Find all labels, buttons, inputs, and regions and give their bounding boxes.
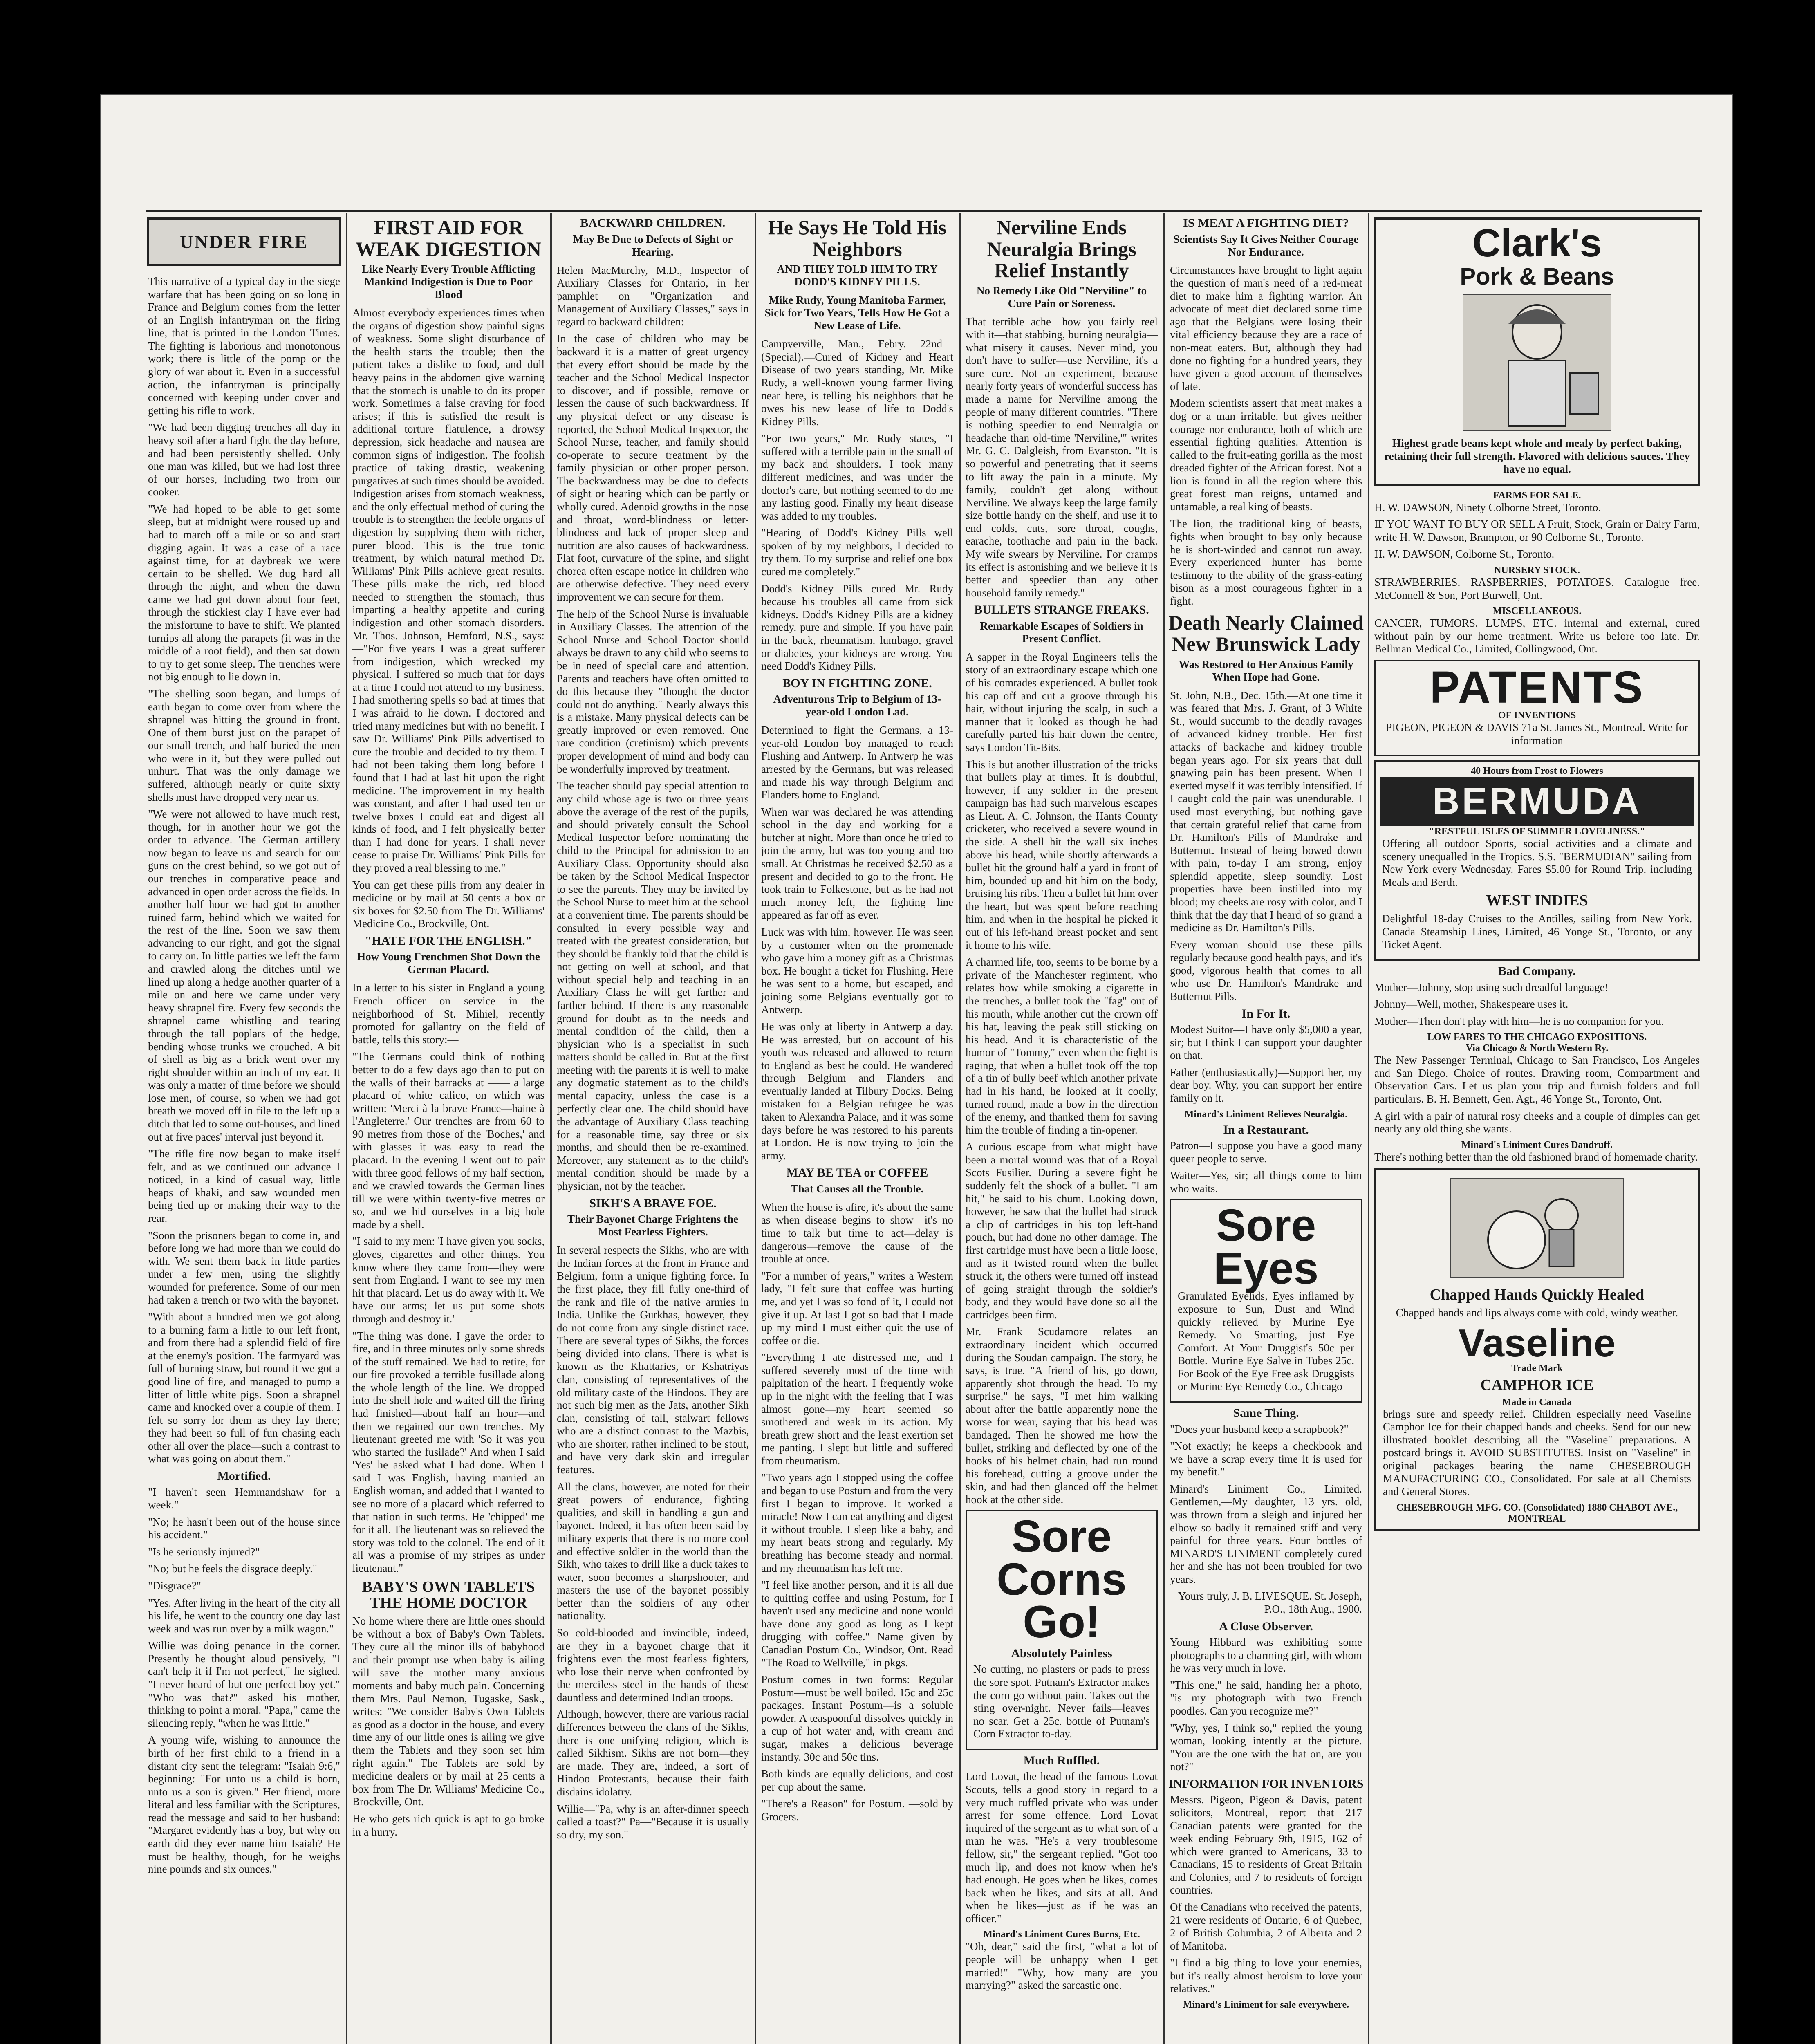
paragraph: He who gets rich quick is apt to go broke in a hurry. <box>352 1812 544 1838</box>
paragraph: Almost everybody experiences times when the organs of digestion show painful signs of weakness. Some slight disturbance of the health starts the trouble; then the patient takes a dislike to food, and dull heavy pains in the abdomen give warning that the stomach is unable to do its proper work. Sometimes a false craving for food arises; if this is satisfied the result is additional torture—flatulence, a drowsy depression, sick headache and nausea are common signs of indigestion. The foolish practice of taking drastic, weakening purgatives at such times should be avoided. Indigestion arises from stomach weakness, and the only effectual method of curing the trouble is to strengthen the feeble organs of digestion by supplying them with richer, purer blood. This is the true tonic treatment, by which natural method Dr. Williams' Pink Pills achieve great results. These pills make the rich, red blood needed to strengthen the stomach, thus imparting a healthy appetite and curing indigestion and other stomach disorders. Mr. Thos. Johnson, Hemford, N.S., says:—"For five years I was a great sufferer from indigestion, which wrecked my physical. I suffered so much that for days at a time I could not attend to my business. I had smothering spells so bad at times that I was afraid to lie down. I doctored and tried many medicines but with no benefit. I saw Dr. Williams' Pink Pills advertised to cure the trouble and decided to try them. I had not been taking them long before I found that I had at last hit upon the right medicine. The improvement in my health was constant, and after I had used ten or twelve boxes I could eat and digest all kinds of food, and I felt physically better than I had done for years. I shall never cease to praise Dr. Williams' Pink Pills for they proved a real blessing to me." <box>352 307 544 874</box>
ad-body: Granulated Eyelids, Eyes inflamed by exposure to Sun, Dust and Wind quickly relieved by Murine Eye Remedy. No Smarting, just Eye Comfort. At Your Druggist's 50c per Bottle. Murine Eye Salve in Tubes 25c. For Book of the Eye Free ask Druggists or Murine Eye Remedy Co., Chicago <box>1178 1290 1354 1393</box>
made-in-label: Made in Canada <box>1502 1396 1572 1407</box>
paragraph: "For a number of years," writes a Western lady, "I felt sure that coffee was hurting me, and yet I was so fond of it, I could not give it up. At last I got so bad that I made up my mind I must either quit the use of coffee or die. <box>761 1269 953 1347</box>
paragraph: A curious escape from what might have been a mortal wound was that of a Royal Scots Fusilier. During a severe fight he suddenly felt the shock of a bullet. "I am hit," he said to his chum. Looking down, however, he saw that the bullet had struck a clip of cartridges in his top left-hand pouch, but had done no other damage. The first cartridge must have been a little loose, and as it twisted round when the bullet struck it, the others were turned off instead of going straight through the soldier's body, and they would have done so all the cartridges been firm. <box>966 1141 1158 1321</box>
paragraph: Patron—I suppose you have a good many queer people to serve. <box>1170 1139 1362 1165</box>
ad-headline: Sore Eyes <box>1213 1200 1319 1293</box>
paragraph: "This one," he said, handing her a photo, "is my photograph with two French poodles. Can you recognize me?" <box>1170 1679 1362 1717</box>
ad-company: CHESEBROUGH MFG. CO. (Consolidated) 1880 CHABOT AVE., MONTREAL <box>1396 1502 1678 1524</box>
paragraph: When the house is afire, it's about the same as when disease begins to show—it's no time to talk but time to act—delay is dangerous—remove the cause of the trouble at once. <box>761 1201 953 1265</box>
column-6 <box>1167 213 1365 2044</box>
trade-mark-label: Trade Mark <box>1511 1363 1563 1374</box>
subheadline: Remarkable Escapes of Soldiers in Present Conflict. <box>980 619 1143 645</box>
paragraph: Willie was doing penance in the corner. Presently he thought aloud pensively, "I can't help it if I'm not perfect," he sighed. "I never heard of but one perfect boy yet." "Who was that?" asked his mother, thinking to point a moral. "Papa," came the silencing reply, "when he was little." <box>148 1639 340 1729</box>
ad-brand: Vaseline <box>1458 1321 1616 1365</box>
classified-item: H. W. DAWSON, Colborne St., Toronto. <box>1374 548 1555 560</box>
ad-headline: PATENTS <box>1430 662 1645 713</box>
paragraph: "Oh, dear," said the first, "what a lot of people will be unhappy when I get married!" "Why, how many are you marrying?" asked the sarcastic one. <box>966 1940 1158 1992</box>
column-rule <box>755 213 756 2044</box>
paragraph: "We had been digging trenches all day in heavy soil after a hard fight the day before, and had been persistently shelled. Only one man was killed, but we had lost three of our horses, including two from our cooker. <box>148 421 340 498</box>
murine-eye-ad <box>1170 1199 1362 1403</box>
column-2 <box>350 213 547 2044</box>
ad-subheadline: OF INVENTIONS <box>1498 710 1576 721</box>
headline: BACKWARD CHILDREN. <box>580 216 726 230</box>
paragraph: "We were not allowed to have much rest, though, for in another hour we got the order to advance. The German artillery now began to leave us and search for our guns on the crest behind, so we got out of our trenches in comparative peace and advanced in open order across the fields. In another half hour we had got to another ruined farm, behind which we waited for the rest of the line. Soon we saw them advancing to our right, and got the signal to carry on. In little parties we left the farm and crawled along the ditches until we lined up along a hedge another quarter of a mile on and here we came under very heavy shrapnel fire. Every few seconds the shrapnel came whistling and tearing through the tall poplars of the hedge, bending whose trunks we crouched. A bit of shell as big as a brick went over my right shoulder within an inch of my ear. It was only a matter of time before we should lose men, of course, so when we had got breath we moved off in file to the left up a ditch that led to some out-houses, and lined out at five paces' interval just beyond it. <box>148 808 340 1143</box>
liniment-line: Minard's Liniment for sale everywhere. <box>1183 1999 1349 2010</box>
paragraph: "The thing was done. I gave the order to fire, and in three minutes only some shreds of the stuff remained. We had to retire, for our fire provoked a terrible fusillade along the whole length of the line. We dropped into the shell hole and waited till the firing had finished—about half an hour—and then we regained our own trenches. My lieutenant greeted me with 'So it was you who started the fusilade?' And when I said 'Yes' he asked what I had done. When I said I was English, having married an English woman, and added that I wanted to see no more of a placard which referred to that nation in such terms. He 'chipped' me for it all. The lieutenant was so relieved the story was told to the colonel. The end of it all was a promise of my stripes as under lieutenant." <box>352 1329 544 1574</box>
paragraph: "I said to my men: 'I have given you socks, gloves, cigarettes and other things. You know where they came from—they were sent from England. I want to see my men hit that placard. Let us do away with it. We have our arms; let us put some shots through and destroy it.' <box>352 1235 544 1325</box>
paragraph: Johnny—Well, mother, Shakespeare uses it. <box>1374 998 1569 1011</box>
paragraph: The teacher should pay special attention to any child whose age is two or three years above the average of the rest of the pupils, and should privately consult the School Medical Inspector before nominating the child to the Principal for admission to an Auxiliary Class. Opportunity should also be taken by the School Medical Inspector to see the parents. They may be invited by the School Nurse to meet him at the school at a convenient time. The parents should be consulted in every possible way and treated with the greatest consideration, but they should be frankly told that the child is not getting on well at school, and that without special help and teaching in an Auxiliary Class he will get farther and farther behind. If there is any reasonable ground for doubt as to the needs and mental condition of the child, then a physician who is a specialist in such matters should be called in. But at the first meeting with the parents it is well to make any dogmatic statement as to the child's mental capacity, unless the case is a perfectly clear one. The child should have the advantage of Auxiliary Class teaching for a reasonable time, say three or six months, and should then be re-examined. Moreover, any statement as to the child's mental condition should be made by a physician, not by the teacher. <box>557 780 749 1192</box>
liniment-line: Minard's Liniment Cures Burns, Etc. <box>983 1929 1140 1940</box>
paragraph: "No; he hasn't been out of the house since his accident." <box>148 1515 340 1541</box>
paragraph: "I find a big thing to love your enemies, but it's really almost heroism to love your relatives." <box>1170 1957 1362 1995</box>
subheading: Mortified. <box>217 1469 271 1483</box>
under-fire-heading: UNDER FIRE <box>147 217 341 266</box>
column-rule <box>346 213 347 2044</box>
ad-product: CAMPHOR ICE <box>1480 1376 1594 1394</box>
headline: He Says He Told His Neighbors <box>768 216 947 260</box>
child-snow-illustration <box>1450 1178 1624 1278</box>
headline: MAY BE TEA or COFFEE <box>786 1166 928 1180</box>
column-rule <box>550 213 552 2044</box>
paragraph: "Not exactly; he keeps a checkbook and we have a scrap every time it is used for my benefit." <box>1170 1440 1362 1478</box>
subheadline: AND THEY TOLD HIM TO TRY DODD'S KIDNEY PILLS. <box>777 263 938 288</box>
paragraph: Young Hibbard was exhibiting some photographs to a charming girl, with whom he was very much in love. <box>1170 1636 1362 1674</box>
ad-body: Highest grade beans kept whole and mealy by perfect baking, retaining their full strength. Flavored with delicious sauces. They have no equal. <box>1384 437 1690 475</box>
paragraph: "For two years," Mr. Rudy states, "I suffered with a terrible pain in the small of my back and shoulders. I took many different medicines, and was under the doctor's care, but nothing seemed to do me any lasting good. Finally my heart disease was added to my troubles. <box>761 432 953 522</box>
paragraph: "Two years ago I stopped using the coffee and began to use Postum and from the very first I began to improve. It worked a miracle! Now I can eat anything and digest it without trouble. I sleep like a baby, and my heart beats strong and regularly. My breathing has become steady and normal, and my rheumatism has left me. <box>761 1471 953 1574</box>
paragraph: "There's a Reason" for Postum. —sold by Grocers. <box>761 1797 953 1823</box>
paragraph: He was only at liberty in Antwerp a day. He was arrested, but on account of his youth was released and allowed to return to England as best he could. He wandered through Belgium and Flanders and eventually landed at Tilbury Docks. Being mistaken for a Belgian refugee he was taken to Alexandra Palace, and it was some days before he was restored to his parents at London. He is now trying to join the army. <box>761 1020 953 1162</box>
paragraph: The lion, the traditional king of beasts, fights when brought to bay only because he is short-winded and cannot run away. Every experienced hunter has borne testimony to the ability of the grass-eating bison as a most courageous fighter in a fight. <box>1170 517 1362 607</box>
paragraph: Mr. Frank Scudamore relates an extraordinary incident which occurred during the Soudan campaign. The story, he says, is true. "A friend of his, go down, apparently shot through the head. To my surprise," he says, "I met him walking about after the battle apparently none the worse for wear, saying that his head was bandaged. Then he showed me how the bullet, striking and deflected by one of the hooks of his helmet chain, had run round his forehead, cutting a groove under the skin, and had then glanced off the helmet hook at the other side. <box>966 1325 1158 1506</box>
paragraph: A charmed life, too, seems to be borne by a private of the Manchester regiment, who relates how while smoking a cigarette in the trenches, a bullet took the "fag" out of his mouth, while another cut the crown off his hat, leaving the peak still sticking on his head. And it is characteristic of the humor of "Tommy," even when the fight is raging, that when a bullet took off the top of a tin of bully beef which another private had in his hand, he looked at it coolly, turned round, made a bow in the direction of the enemy, and thanked them for saving him the trouble of finding a tin-opener. <box>966 956 1158 1136</box>
patents-ad <box>1374 660 1700 756</box>
headline: INFORMATION FOR INVENTORS <box>1168 1777 1364 1791</box>
subheadline: How Young Frenchmen Shot Down the German Placard. <box>357 950 540 976</box>
ad-brand: Clark's <box>1472 221 1602 265</box>
paragraph: "I feel like another person, and it is all due to quitting coffee and using Postum, for I haven't used any medicine and none would have done any good as long as I kept drugging with coffee." Name given by Canadian Postum Co., Windsor, Ont. Read "The Road to Wellville," in pkgs. <box>761 1579 953 1669</box>
paragraph: "The Germans could think of nothing better to do a few days ago than to put on the walls of their barracks at —— a large placard of white calico, on which was written: 'Merci à la brave France—haine à l'Angleterre.' Our trenches are from 60 to 90 metres from those of the 'Boches,' and with glasses it was easy to read the placard. In the evening I went out to pair with three good fellows of my half section, and we crawled towards the German lines till we were within twenty-five metres or so, and we hid ourselves in a big hole made by a shell. <box>352 1050 544 1230</box>
paragraph: The help of the School Nurse is invaluable in Auxiliary Classes. The attention of the School Nurse and School Doctor should always be drawn to any child who seems to be in need of special care and attention. Parents and teachers have often omitted to do this because they "thought the doctor could not do anything." Nearly always this is a mistake. Many physical defects can be greatly improved or even removed. One rare condition (cretinism) which prevents proper development of mind and body can be wonderfully improved by treatment. <box>557 607 749 775</box>
headline: Much Ruffled. <box>1023 1753 1100 1767</box>
headline: In For It. <box>1241 1006 1291 1020</box>
clarks-pork-beans-ad <box>1374 217 1700 486</box>
headline: "HATE FOR THE ENGLISH." <box>365 934 532 948</box>
ad-product: Pork & Beans <box>1460 263 1614 290</box>
paragraph: Both kinds are equally delicious, and cost per cup about the same. <box>761 1768 953 1793</box>
headline: IS MEAT A FIGHTING DIET? <box>1183 216 1349 230</box>
paragraph: A sapper in the Royal Engineers tells the story of an extraordinary escape which one of his comrades experienced. A bullet took his cap off and cut a groove through his hair, without injuring the scalp, in such a manner that it looked as though he had carefully parted his hair down the centre, says London Tit-Bits. <box>966 650 1158 753</box>
ad-subheadline: Absolutely Painless <box>1011 1646 1112 1660</box>
headline: BULLETS STRANGE FREAKS. <box>974 603 1149 617</box>
headline: Bad Company. <box>1498 964 1576 978</box>
paragraph: No home where there are little ones should be without a box of Baby's Own Tablets. They cure all the minor ills of babyhood and their prompt use when baby is ailing will save the mother many anxious moments and baby much pain. Concerning them Mrs. Paul Nemon, Tugaske, Sask., writes: "We consider Baby's Own Tablets as good as a doctor in the house, and every time any of our little ones is ailing we give them the Tablets and they soon set him right again." The Tablets are sold by medicine dealers or by mail at 25 cents a box from The Dr. Williams' Medicine Co., Brockville, Ont. <box>352 1615 544 1808</box>
bermuda-ad <box>1374 760 1700 961</box>
headline: BABY'S OWN TABLETS THE HOME DOCTOR <box>362 1578 535 1612</box>
paragraph: "Does your husband keep a scrapbook?" <box>1170 1423 1349 1435</box>
paragraph: "Why, yes, I think so," replied the young woman, looking intently at the picture. "You are the one with the hat on, are you not?" <box>1170 1721 1362 1773</box>
paragraph: Circumstances have brought to light again the question of man's need of a red-meat diet to make him a fighting warrior. An advocate of meat diet declared some time ago that the Belgians were losing their vital efficiency because they are a race of non-meat eaters. But, although they had done no fighting for a hundred years, they have given a good account of themselves of late. <box>1170 264 1362 392</box>
paragraph: A young wife, wishing to announce the birth of her first child to a friend in a distant city sent the telegram: "Isaiah 9:6," beginning: "For unto us a child is born, unto us a son is given." Her friend, more literal and less familiar with the Scriptures, read the message and said to her husband: "Margaret evidently has a boy, but why on earth did they ever name him Isaiah? He must be healthy, though, for he weighs nine pounds and six ounces." <box>148 1734 340 1876</box>
headline: SIKH'S A BRAVE FOE. <box>589 1196 717 1210</box>
paragraph: Messrs. Pigeon, Pigeon & Davis, patent solicitors, Montreal, report that 217 Canadian patents were granted for the week ending February 9th, 1915, 162 of which were granted to Americans, 33 to Canadians, 15 to residents of Great Britain and Colonies, and 7 to residents of foreign countries. <box>1170 1793 1362 1896</box>
paragraph: Mother—Then don't play with him—he is no companion for you. <box>1374 1015 1664 1027</box>
paragraph: Lord Lovat, the head of the famous Lovat Scouts, tells a good story in regard to a very much ruffled private who was under arrest for some offence. Lord Lovat inquired of the sergeant as to what sort of a man he was. "He's a very troublesome fellow, sir," the sergeant replied. "Got too much lip, and does not know when he's had enough. He goes when he likes, comes back when he likes, and sits at all. And when he likes—just as if he was an officer." <box>966 1770 1158 1925</box>
paragraph: St. John, N.B., Dec. 15th.—At one time it was feared that Mrs. J. Grant, of 3 White St., would succumb to the deadly ravages of advanced kidney trouble. Her first attacks of backache and kidney trouble began years ago. For six years that dull gnawing pain has been present. When I exerted myself it was terribly intensified. If I caught cold the pain was unendurable. I used most everything, but nothing gave that certain grateful relief that came from Dr. Hamilton's Pills of Mandrake and Butternut. Instead of being bowed down with pain, to-day I am strong, enjoy splendid appetite, sleep soundly. Lost properties have been instilled into my blood; my cheeks are rosy with color, and I think that the day that I heard of so grand a medicine as Dr. Hamilton's Pills. <box>1170 689 1362 934</box>
ad-heading: LOW FARES TO THE CHICAGO EXPOSITIONS. <box>1427 1032 1647 1043</box>
ad-headline: BERMUDA <box>1380 777 1694 826</box>
subheadline: That Causes all the Trouble. <box>791 1182 924 1195</box>
clarks-girl-illustration <box>1463 294 1611 431</box>
subheadline: Scientists Say It Gives Neither Courage Nor Endurance. <box>1173 233 1359 258</box>
newspaper-page <box>101 95 1732 2044</box>
paragraph: "I haven't seen Hemmandshaw for a week." <box>148 1486 340 1511</box>
paragraph: A girl with a pair of natural rosy cheeks and a couple of dimples can get nearly any old thing she wants. <box>1374 1109 1700 1135</box>
ad-body: Delightful 18-day Cruises to the Antilles, sailing from New York. Canada Steamship Lines, Limited, 46 Yonge St., Toronto, or any Ticket Agent. <box>1382 912 1692 951</box>
subheadline: Like Nearly Every Trouble Afflicting Mankind Indigestion is Due to Poor Blood <box>361 263 536 301</box>
subheadline: Mike Rudy, Young Manitoba Farmer, Sick for Two Years, Tells How He Got a New Lease of Life. <box>764 294 950 332</box>
column-rule <box>1368 213 1369 2044</box>
paragraph: "Everything I ate distressed me, and I suffered severely most of the time with palpitation of the heart. I frequently woke up in the night with the feeling that I was almost gone—my heart seemed so smothered and weak in its action. My breath grew short and the least exertion set me panting. I slept but little and suffered from rheumatism. <box>761 1351 953 1467</box>
paragraph: Although, however, there are various racial differences between the clans of the Sikhs, there is one unifying religion, which is called Sikhism. Sikhs are not born—they are made. They are, indeed, a sort of Hindoo Protestants, because their faith disdains idolatry. <box>557 1708 749 1798</box>
paragraph: "Soon the prisoners began to come in, and before long we had more than we could do with. We sent them back in little parties under a few men, using the slightly wounded for preference. Some of our men had taken a trench or two with the bayonet. <box>148 1229 340 1306</box>
subheadline: No Remedy Like Old "Nerviline" to Cure Pain or Soreness. <box>976 284 1147 309</box>
paragraph: Modest Suitor—I have only $5,000 a year, sir; but I think I can support your daughter on that. <box>1170 1023 1362 1062</box>
headline: Nerviline Ends Neuralgia Brings Relief Instantly <box>987 216 1136 282</box>
top-rule <box>146 210 1702 212</box>
paragraph: "Is he seriously injured?" <box>148 1545 260 1558</box>
headline: Death Nearly Claimed New Brunswick Lady <box>1168 611 1364 656</box>
liniment-line: Minard's Liniment Cures Dandruff. <box>1461 1139 1613 1150</box>
column-1 <box>146 213 343 2044</box>
subheadline: Their Bayonet Charge Frightens the Most Fearless Fighters. <box>567 1213 738 1238</box>
column-7-ads <box>1372 213 1702 2044</box>
ad-subheadline: WEST INDIES <box>1486 892 1588 910</box>
ad-body: brings sure and speedy relief. Children especially need Vaseline Camphor Ice for their chapped hands and cheeks. Send for our new illustrated booklet describing all the "Vaseline" preparations. A postcard brings it. AVOID SUBSTITUTES. Insist on "Vaseline" in original packages bearing the name CHESEBROUGH MANUFACTURING CO., Consolidated. For sale at all Chemists and General Stores. <box>1383 1407 1691 1498</box>
paragraph: Modern scientists assert that meat makes a dog or a man irritable, but gives neither courage nor endurance, both of which are essential fighting qualities. Attention is called to the fruit-eating gorilla as the most dreaded fighter of the African forest. Not a lion is found in all the region where this great forest man reigns, untamed and untamable, a real king of beasts. <box>1170 397 1362 513</box>
testimonial-letter: Minard's Liniment Co., Limited. Gentlemen,—My daughter, 13 yrs. old, was thrown from a sleigh and injured her elbow so badly it remained stiff and very painful for three years. Four bottles of MINARD'S LINIMENT completely cured her and she has not been troubled for two years. <box>1170 1482 1362 1585</box>
classified-heading: NURSERY STOCK. <box>1494 565 1580 576</box>
classified-heading: FARMS FOR SALE. <box>1493 490 1581 501</box>
testimonial-signature: Yours truly, J. B. LIVESQUE. St. Joseph, P.O., 18th Aug., 1900. <box>1178 1590 1362 1616</box>
paragraph: Father (enthusiastically)—Support her, my dear boy. Why, you can support her entire family on it. <box>1170 1066 1362 1104</box>
paragraph: Willie—"Pa, why is an after-dinner speech called a toast?" Pa—"Because it is usually so dry, my son." <box>557 1802 749 1841</box>
headline: In a Restaurant. <box>1223 1123 1309 1136</box>
column-3 <box>554 213 751 2044</box>
paragraph: In the case of children who may be backward it is a matter of great urgency that every effort should be made by the teacher and the School Medical Inspector to discover, and if possible, remove or lessen the cause of such backwardness. If any physical defect or any disease is reported, the School Medical Inspector, the School Nurse, teacher, and family should co-operate to secure treatment by the family physician or other proper person. The backwardness may be due to defects of sight or hearing which can be partly or wholly cured. Adenoid growths in the nose and throat, word-blindness or letter-blindness and lack of proper sleep and nutrition are also causes of backwardness. Flat foot, curvature of the spine, and slight chorea often escape notice in children who are otherwise defective. They need every improvement we can secure for them. <box>557 332 749 603</box>
putnams-corn-ad <box>966 1510 1158 1750</box>
liniment-line: Minard's Liniment Relieves Neuralgia. <box>1184 1109 1348 1120</box>
paragraph: In a letter to his sister in England a young French officer on service in the neighborhood of St. Mihiel, recently promoted for gallantry on the field of battle, tells this story:— <box>352 982 544 1046</box>
column-4 <box>759 213 956 2044</box>
column-5 <box>963 213 1160 2044</box>
vaseline-ad <box>1374 1168 1700 1530</box>
ad-body: PIGEON, PIGEON & DAVIS 71a St. James St., Montreal. Write for information <box>1386 721 1688 746</box>
paragraph: This is but another illustration of the tricks that bullets play at times. It is doubtful, however, if any soldier in the present campaign has had such marvelous escapes as Lieut. A. C. Johnson, the Hants County cricketer, who received a severe wound in the side. A shell hit the wall six inches above his head, while shortly afterwards a bullet hit the ground half a yard in front of him, bounded up and hit him on the body, bruising his ribs. Then a bullet hit him over the heart, but was spent before reaching him, and when in the hospital he picked it out of his left-hand breast pocket and sent it home to his wife. <box>966 758 1158 951</box>
paragraph: This narrative of a typical day in the siege warfare that has been going on so long in France and Belgium comes from the letter of an English infantryman on the firing line, that is printed in the London Times. The fighting is laborious and monotonous work; there is little of the pomp or the glory of war about it. Even in a successful action, the infantryman is principally concerned with keeping under cover and getting his rifle to work. <box>148 275 340 417</box>
paragraph: All the clans, however, are noted for their great powers of endurance, fighting qualities, and skill in handling a gun and bayonet. Indeed, it has often been said by military experts that there is no more cool and effective soldier in the world than the Sikh, who takes to drill like a duck takes to water, soon becomes a sharpshooter, and masters the use of the bayonet possibly better than the soldiers of any other nationality. <box>557 1480 749 1622</box>
classified-item: CANCER, TUMORS, LUMPS, ETC. internal and external, cured without pain by our home treatment. Write us before too late. Dr. Bellman Medical Co., Limited, Collingwood, Ont. <box>1374 617 1700 655</box>
paragraph: "Yes. After living in the heart of the city all his life, he went to the country one day last week and was run over by a milk wagon." <box>148 1596 340 1635</box>
ad-subheadline: "RESTFUL ISLES OF SUMMER LOVELINESS." <box>1429 826 1645 837</box>
ad-body: Chapped hands and lips always come with cold, windy weather. <box>1396 1307 1678 1319</box>
paragraph: Helen MacMurchy, M.D., Inspector of Auxiliary Classes for Ontario, in her pamphlet on "Organization and Management of Auxiliary Classes," says in regard to backward children:— <box>557 264 749 328</box>
paragraph: "Hearing of Dodd's Kidney Pills well spoken of by my neighbors, I decided to try them. To my surprise and relief one box cured me completely." <box>761 527 953 578</box>
paragraph: "We had hoped to be able to get some sleep, but at midnight were roused up and had to march off a mile or so and start digging again. It was a case of a race against time, for at daybreak we were certain to be shelled. We dug hard all through the night, and when the dawn came we had got down about four feet, through the stickiest clay I have ever had the misfortune to have to shift. We planted turnips all along the parapets (it was in the middle of a root field), and then sat down to try to get some sleep. The trenches were not big enough to lie down in. <box>148 502 340 683</box>
paragraph: "No; but he feels the disgrace deeply." <box>148 1562 317 1575</box>
headline: Same Thing. <box>1233 1406 1299 1420</box>
subheadline: Was Restored to Her Anxious Family When Hope had Gone. <box>1179 658 1353 683</box>
paragraph: Determined to fight the Germans, a 13-year-old London boy managed to reach Flushing and Antwerp. In Antwerp he was arrested by the Germans, but was released and made his way through Belgium and Flanders home to England. <box>761 724 953 801</box>
headline: BOY IN FIGHTING ZONE. <box>782 676 932 690</box>
paragraph: In several respects the Sikhs, who are with the Indian forces at the front in France and Belgium, form a unique fighting force. In the first place, they fill fully one-third of the rank and file of the native armies in India. Unlike the Gurkhas, however, they do not come from any single distinct race. There are several types of Sikhs, the forces being divided into clans. There is what is known as the Khattaries, or Kshatriyas clan, consisting of representatives of the old military caste of the Hindoos. They are not such big men as the Jats, another Sikh clan, consisting of tall, stalwart fellows who are a distinct contrast to the Mazbis, who are shorter, rather inclined to be stout, and have very dark skin and irregular features. <box>557 1244 749 1476</box>
paragraph: Mother—Johnny, stop using such dreadful language! <box>1374 981 1609 993</box>
classified-item: IF YOU WANT TO BUY OR SELL A Fruit, Stock, Grain or Dairy Farm, write H. W. Dawson, Brampton, or 90 Colborne St., Toronto. <box>1374 518 1700 543</box>
column-rule <box>1163 213 1165 2044</box>
paragraph: So cold-blooded and invincible, indeed, are they in a bayonet charge that it frightens even the most fearless fighters, who lose their nerve when confronted by the merciless steel in the hands of these dauntless and determined Indian troops. <box>557 1627 749 1703</box>
paragraph: There's nothing better than the old fashioned brand of homemade charity. <box>1374 1150 1698 1163</box>
paragraph: Postum comes in two forms: Regular Postum—must be well boiled. 15c and 25c packages. Instant Postum—is a soluble powder. A teaspoonful dissolves quickly in a cup of hot water and, with cream and sugar, makes a delicious beverage instantly. 30c and 50c tins. <box>761 1673 953 1763</box>
paragraph: Campverville, Man., Febry. 22nd—(Special).—Cured of Kidney and Heart Disease of two years standing, Mr. Mike Rudy, a well-known young farmer living near here, is telling his neighbors that he owes his new lease of life to Dodd's Kidney Pills. <box>761 338 953 428</box>
paragraph: You can get these pills from any dealer in medicine or by mail at 50 cents a box or six boxes for $2.50 from The Dr. Williams' Medicine Co., Brockville, Ont. <box>352 879 544 930</box>
paragraph: That terrible ache—how you fairly reel with it—that stabbing, burning neuralgia—what misery it causes. Never mind, you don't have to suffer—use Nerviline, it's a sure cure. Not an experiment, because nearly forty years of wonderful success has made a name for Nerviline among the people of many different countries. "There is nothing speedier to end Neuralgia or headache than old-time 'Nerviline,'" writes Mr. G. C. Dalgleish, from Evanston. "It is so powerful and penetrating that it seems to lift away the pain in a minute. My family, couldn't get along without Nerviline. We always keep the large family size bottle handy on the shelf, and use it to end colds, cuts, sore throat, coughs, earache, toothache and pain in the back. My wife swears by Nerviline. For cramps its effect is astonishing and we believe it is better and speedier than any other household family remedy." <box>966 315 1158 599</box>
paragraph: Waiter—Yes, sir; all things come to him who waits. <box>1170 1169 1362 1195</box>
paragraph: Every woman should use these pills regularly because good health pays, and it's good, vigorous health that comes to all who use Dr. Hamilton's Mandrake and Butternut Pills. <box>1170 938 1362 1003</box>
ad-headline: Sore Corns Go! <box>997 1511 1127 1647</box>
ad-body: The New Passenger Terminal, Chicago to San Francisco, Los Angeles and San Diego. Choice of routes. Drawing room, Compartment and Observation Cars. Let us plan your trip and furnish folders and full particulars. B. H. Bennett, Gen. Agt., 46 Yonge St., Toronto, Ont. <box>1374 1054 1700 1105</box>
classified-item: H. W. DAWSON, Ninety Colborne Street, Toronto. <box>1374 501 1601 513</box>
paragraph: "With about a hundred men we got along to a burning farm a little to our left front, and from there had a splendid field of fire at the enemy's position. The farmyard was full of burning straw, but round it we got a good line of fire, and managed to pump a litter of little white pigs. Soon a shrapnel came and knocked over a couple of them. I felt so sorry for them as they lay there; they had been so full of fun chasing each other all over the place—such a contrast to what was going on about them." <box>148 1311 340 1465</box>
column-rule <box>959 213 961 2044</box>
ad-headline: Chapped Hands Quickly Healed <box>1430 1286 1645 1304</box>
ad-body: No cutting, no plasters or pads to press the sore spot. Putnam's Extractor makes the corn go without pain. Takes out the sting over-night. Never fails—leaves no scar. Get a 25c. bottle of Putnam's Corn Extractor to-day. <box>973 1663 1150 1740</box>
ad-body: Offering all outdoor Sports, social activities and a climate and scenery unequalled in the Tropics. S.S. "BERMUDIAN" sailing from New York every Wednesday. Fares $5.00 for Round Trip, including Meals and Berth. <box>1382 837 1692 888</box>
paragraph: Luck was with him, however. He was seen by a customer when on the promenade who gave him a money gift as a Christmas box. He bought a ticket for Flushing. Here he was sent to a home, but escaped, and joining some Belgians eventually got to Antwerp. <box>761 926 953 1016</box>
ad-tagline: 40 Hours from Frost to Flowers <box>1471 766 1603 777</box>
paragraph: "The rifle fire now began to make itself felt, and as we continued our advance I noticed, in a kind of casual way, little heaps of khaki, and saw wounded men being tied up or making their way to the rear. <box>148 1148 340 1225</box>
paragraph: Dodd's Kidney Pills cured Mr. Rudy because his troubles all came from sick kidneys. Dodd's Kidney Pills are a kidney remedy, pure and simple. If you have pain in the back, rheumatism, lumbago, gravel or diabetes, your kidneys are wrong. You need Dodd's Kidney Pills. <box>761 582 953 672</box>
paragraph: When war was declared he was attending school in the day and working for a butcher at night. More than once he tried to join the army, but was too young and too small. At Christmas he received $2.50 as a present and decided to go to the front. He took train to Folkestone, but as he had not much money left, the fighting line appeared as far off as ever. <box>761 805 953 921</box>
paragraph: "The shelling soon began, and lumps of earth began to come over from where the shrapnel was hitting the ground in front. One of them burst just on the parapet of our small trench, and half buried the men who were in it, but they were pulled out unhurt. That was the only damage we suffered, although nearly or quite sixty shells must have dropped very near us. <box>148 687 340 803</box>
paragraph: Of the Canadians who received the patents, 21 were residents of Ontario, 6 of Quebec, 2 of British Columbia, 2 of Alberta and 2 of Manitoba. <box>1170 1901 1362 1952</box>
classified-item: STRAWBERRIES, RASPBERRIES, POTATOES. Catalogue free. McConnell & Son, Port Burwell, Ont. <box>1374 576 1700 601</box>
classified-heading: MISCELLANEOUS. <box>1492 606 1582 617</box>
ad-subheading: Via Chicago & North Western Ry. <box>1465 1043 1609 1054</box>
subheadline: Adventurous Trip to Belgium of 13-year-old London Lad. <box>773 693 941 718</box>
paragraph: "Disgrace?" <box>148 1580 201 1592</box>
headline: A Close Observer. <box>1219 1619 1313 1633</box>
subheadline: May Be Due to Defects of Sight or Hearing. <box>573 233 733 258</box>
headline: FIRST AID FOR WEAK DIGESTION <box>355 216 542 260</box>
